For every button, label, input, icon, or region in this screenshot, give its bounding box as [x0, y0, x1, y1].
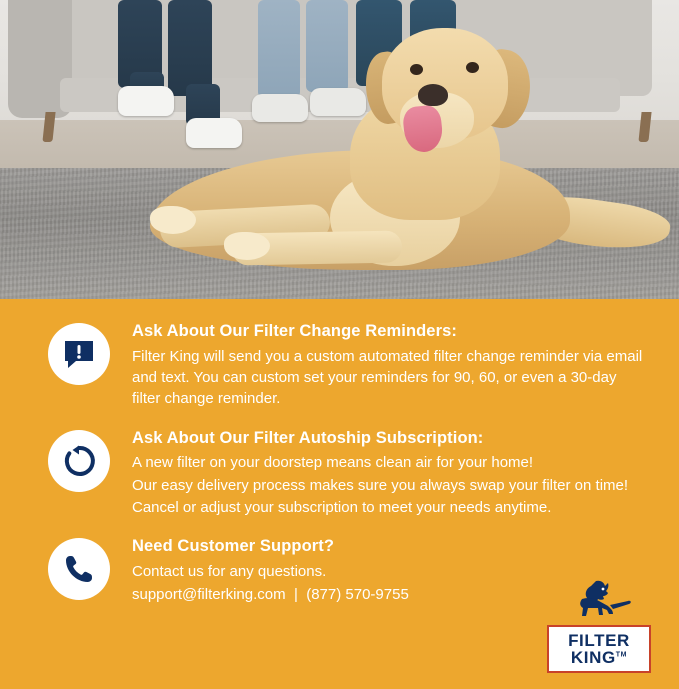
section-body-line-2: Our easy delivery process makes sure you always swap your filter on time! Cancel or adjust your subscription to meet your needs anytime. — [132, 477, 629, 516]
logo-trademark: TM — [615, 651, 628, 659]
section-text — [132, 321, 657, 410]
section-filter-change-reminders — [22, 321, 657, 410]
refresh-cycle-icon — [48, 430, 110, 492]
phone-icon — [48, 538, 110, 600]
person-shoe — [118, 86, 174, 116]
section-title: Ask About Our Filter Change Reminders: — [132, 322, 457, 340]
hero-photo — [0, 0, 679, 299]
support-email[interactable]: support@filterking.com — [132, 585, 286, 603]
dog-paw — [224, 232, 270, 260]
dog-eye — [466, 62, 479, 73]
section-body: Contact us for any questions. — [132, 562, 327, 580]
person-leg — [258, 0, 300, 98]
person-leg — [306, 0, 348, 92]
logo-line-2 — [553, 649, 645, 667]
support-phone[interactable]: (877) 570-9755 — [306, 585, 409, 603]
brand-logo — [547, 579, 651, 673]
section-autoship-subscription — [22, 428, 657, 519]
info-panel — [0, 299, 679, 689]
person-shoe — [252, 94, 308, 122]
person-shoe — [310, 88, 366, 116]
section-body: Filter King will send you a custom automated filter change reminder via email and text. You can custom set your reminders for 90, 60, or even a 30-day filter change reminder. — [132, 347, 643, 408]
logo-wordmark-box — [547, 625, 651, 673]
person-leg — [168, 0, 212, 96]
section-body-line-1: A new filter on your doorstep means clean air for your home! — [132, 454, 534, 472]
contact-separator: | — [293, 585, 298, 603]
chat-alert-icon — [48, 323, 110, 385]
dog-paw — [150, 206, 196, 234]
section-title: Need Customer Support? — [132, 537, 335, 556]
dog-eye — [410, 64, 423, 75]
logo-line-1: FILTER — [568, 631, 630, 651]
person-shoe — [186, 118, 242, 148]
lion-icon — [547, 579, 651, 623]
dog-nose — [418, 84, 448, 106]
logo-king-text: KING — [570, 648, 616, 668]
section-title: Ask About Our Filter Autoship Subscription: — [132, 428, 484, 447]
section-text — [132, 428, 657, 519]
